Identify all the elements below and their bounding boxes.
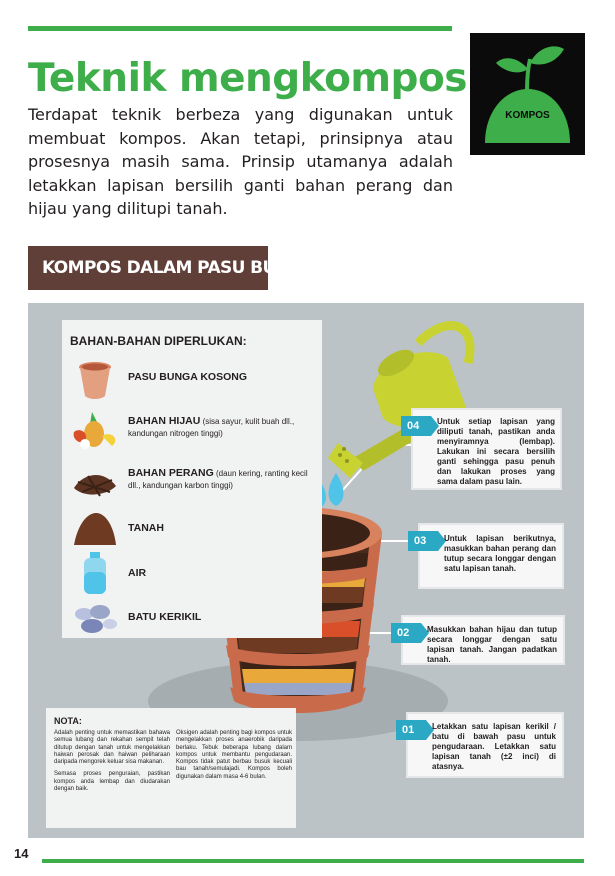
- page-title: Teknik mengkompos: [28, 56, 467, 101]
- material-item: [62, 550, 322, 596]
- note-paragraph: Adalah penting untuk memastikan bahawa semua lubang dan rekahan sempit telah ditutup dengan tanah untuk mengelakkan haiwan perosak dan haiwan peliharaan daripada mengorek keluar sisa makanan.: [54, 730, 170, 766]
- brown-material-icon: [70, 458, 120, 504]
- step-04-box: [407, 410, 560, 488]
- step-number: 04: [401, 416, 431, 436]
- top-rule: [28, 26, 452, 31]
- note-paragraph: Oksigen adalah penting bagi kompos untuk mengelakkan proses anaerobik daripada berlaku. Tebuk beberapa lubang dalam kompos untuk membantu pengudaraan. Kompos tidak patut berbau busuk kecuali bau tanah/semulajadi. Kompos boleh digunakan dalam masa 4-6 bulan.: [176, 730, 292, 780]
- step-text: Letakkan satu lapisan kerikil / batu di bawah pasu untuk pengudaraan. Letakkan satu lapisan tanah (±2 inci) di atasnya.: [432, 722, 556, 771]
- sprout-icon: [470, 33, 585, 155]
- material-label: BAHAN HIJAU (sisa sayur, kulit buah dll., kandungan nitrogen tinggi): [128, 415, 295, 438]
- logo-label: KOMPOS: [505, 110, 550, 121]
- step-number: 01: [396, 720, 426, 740]
- kompos-logo: [470, 33, 585, 155]
- material-label: PASU BUNGA KOSONG: [128, 371, 248, 383]
- note-paragraph: Semasa proses penguraian, pastikan kompos anda lembap dan diudarakan dengan baik.: [54, 771, 170, 793]
- green-material-icon: [70, 406, 120, 452]
- step-number: 02: [391, 623, 421, 643]
- material-label: BAHAN PERANG (daun kering, ranting kecil dll., kandungan karbon tinggi): [128, 467, 308, 490]
- material-item: [62, 356, 322, 402]
- material-item: [62, 458, 322, 504]
- material-item: [62, 406, 322, 452]
- step-text: Untuk setiap lapisan yang diliputi tanah, pastikan anda menyiramnya (lembap). Lakukan ini secara bersilih ganti sehingga pasu penuh dan lakukan proses yang sama dalam pasu lain.: [437, 417, 555, 486]
- material-item: [62, 505, 322, 551]
- step-03-box: [414, 525, 562, 587]
- gravel-icon: [70, 594, 120, 640]
- flower-pot-icon: [70, 356, 120, 402]
- materials-title: BAHAN-BAHAN DIPERLUKAN:: [70, 334, 247, 348]
- infographic-panel: [28, 303, 584, 838]
- note-box: [46, 708, 296, 828]
- material-item: [62, 594, 322, 640]
- material-label: AIR: [128, 567, 147, 579]
- note-column-right: [176, 730, 292, 781]
- step-text: Masukkan bahan hijau dan tutup secara longgar dengan satu lapisan tanah. Jangan padatkan tanah.: [427, 625, 557, 664]
- soil-icon: [70, 505, 120, 551]
- step-text: Untuk lapisan berikutnya, masukkan bahan perang dan tutup secara longgar dengan satu lapisan tanah.: [444, 534, 556, 573]
- intro-paragraph: Terdapat teknik berbeza yang digunakan untuk membuat kompos. Akan tetapi, prinsipnya atau prosesnya masih sama. Prinsip utamanya adalah letakkan lapisan bersilih ganti bahan perang dan hijau yang dilitupi tanah.: [28, 105, 453, 218]
- material-label: TANAH: [128, 522, 164, 534]
- step-02-box: [397, 617, 563, 664]
- step-01-box: [402, 714, 562, 776]
- bottom-rule: [42, 859, 584, 863]
- material-label: BATU KERIKIL: [128, 611, 202, 623]
- note-column-left: [54, 730, 170, 793]
- water-bottle-icon: [70, 550, 120, 596]
- page-number: 14: [14, 846, 29, 861]
- note-title: NOTA:: [54, 716, 82, 726]
- section-banner: KOMPOS DALAM PASU BUNGA: [28, 246, 268, 290]
- materials-box: [62, 320, 322, 638]
- step-number: 03: [408, 531, 438, 551]
